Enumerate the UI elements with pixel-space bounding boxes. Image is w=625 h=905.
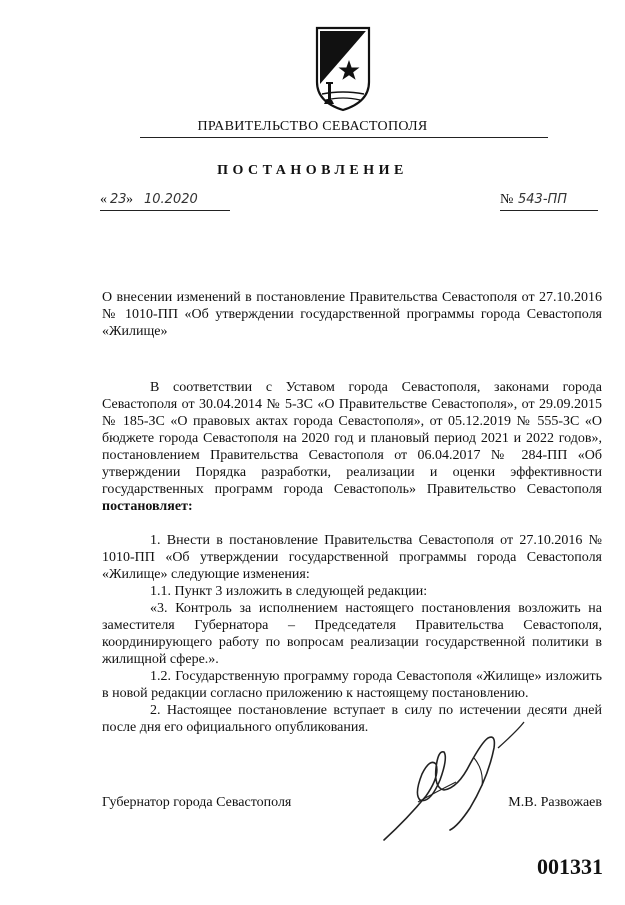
item-1: 1. Внести в постановление Правительства Севастополя от 27.10.2016 № 1010-ПП «Об утверждении государственной программы города Севастополя «Жилище» следующие изменения: — [102, 533, 602, 582]
item-1-2: 1.2. Государственную программу города Севастополя «Жилище» изложить в новой редакции согласно приложению к настоящему постановлению. — [102, 669, 602, 701]
document-title: О внесении изменений в постановление Правительства Севастополя от 27.10.2016 № 1010-ПП «Об утверждении государственной программы города Севастополя «Жилище» — [102, 290, 602, 339]
date-number-row — [100, 192, 600, 212]
preamble-text: В соответствии с Уставом города Севастополя, законами города Севастополя от 30.04.2014 № 5-ЗС «О Правительстве Севастополя», от 29.09.2015 № 185-ЗС «О правовых актах города Севастополя», от 05.12.2019 № 555-ЗС «О бюджете города Севастополя на 2020 год и плановый период 2021 и 2022 годов», постановлением Правительства Севастополя от 06.04.2017 № 284-ПП «Об утверждении Порядка разработки, реализации и оценки эффективности государственных программ города Севастополь» Правительство Севастополя — [102, 380, 602, 497]
preamble-colon: : — [187, 499, 193, 514]
date-open-quote: « — [100, 192, 107, 207]
serial-number: 001331 — [537, 854, 603, 879]
signatory-name: М.В. Развожаев — [508, 795, 602, 810]
sevastopol-coat-of-arms-icon — [314, 24, 372, 112]
handwritten-signature — [378, 718, 528, 843]
date-day: 23 — [110, 192, 127, 207]
item-1-1: 1.1. Пункт 3 изложить в следующей редакции: — [150, 584, 428, 599]
document-number-field — [500, 192, 598, 211]
resolves-word: постановляет — [102, 499, 188, 514]
date-field — [100, 192, 230, 211]
document-number: 543-ПП — [518, 192, 568, 207]
preamble-paragraph — [102, 379, 602, 515]
date-close-quote: » — [126, 192, 133, 207]
signatory-position: Губернатор города Севастополя — [102, 795, 292, 810]
document-body — [102, 379, 602, 736]
number-sign: № — [500, 192, 514, 207]
item-1-1-quote: «3. Контроль за исполнением настоящего постановления возложить на заместителя Губернатора – Председателя Правительства Севастополя, координирующего работу по вопросам реализации государственной политики в жилищной сфере.». — [102, 601, 602, 667]
header-divider — [140, 137, 548, 138]
document-type-title: ПОСТАНОВЛЕНИЕ — [217, 163, 408, 178]
item-2: 2. Настоящее постановление вступает в силу по истечении десяти дней после дня его официального опубликования. — [102, 703, 602, 735]
government-name: ПРАВИТЕЛЬСТВО СЕВАСТОПОЛЯ — [197, 119, 428, 134]
date-month-year: 10.2020 — [144, 192, 198, 207]
